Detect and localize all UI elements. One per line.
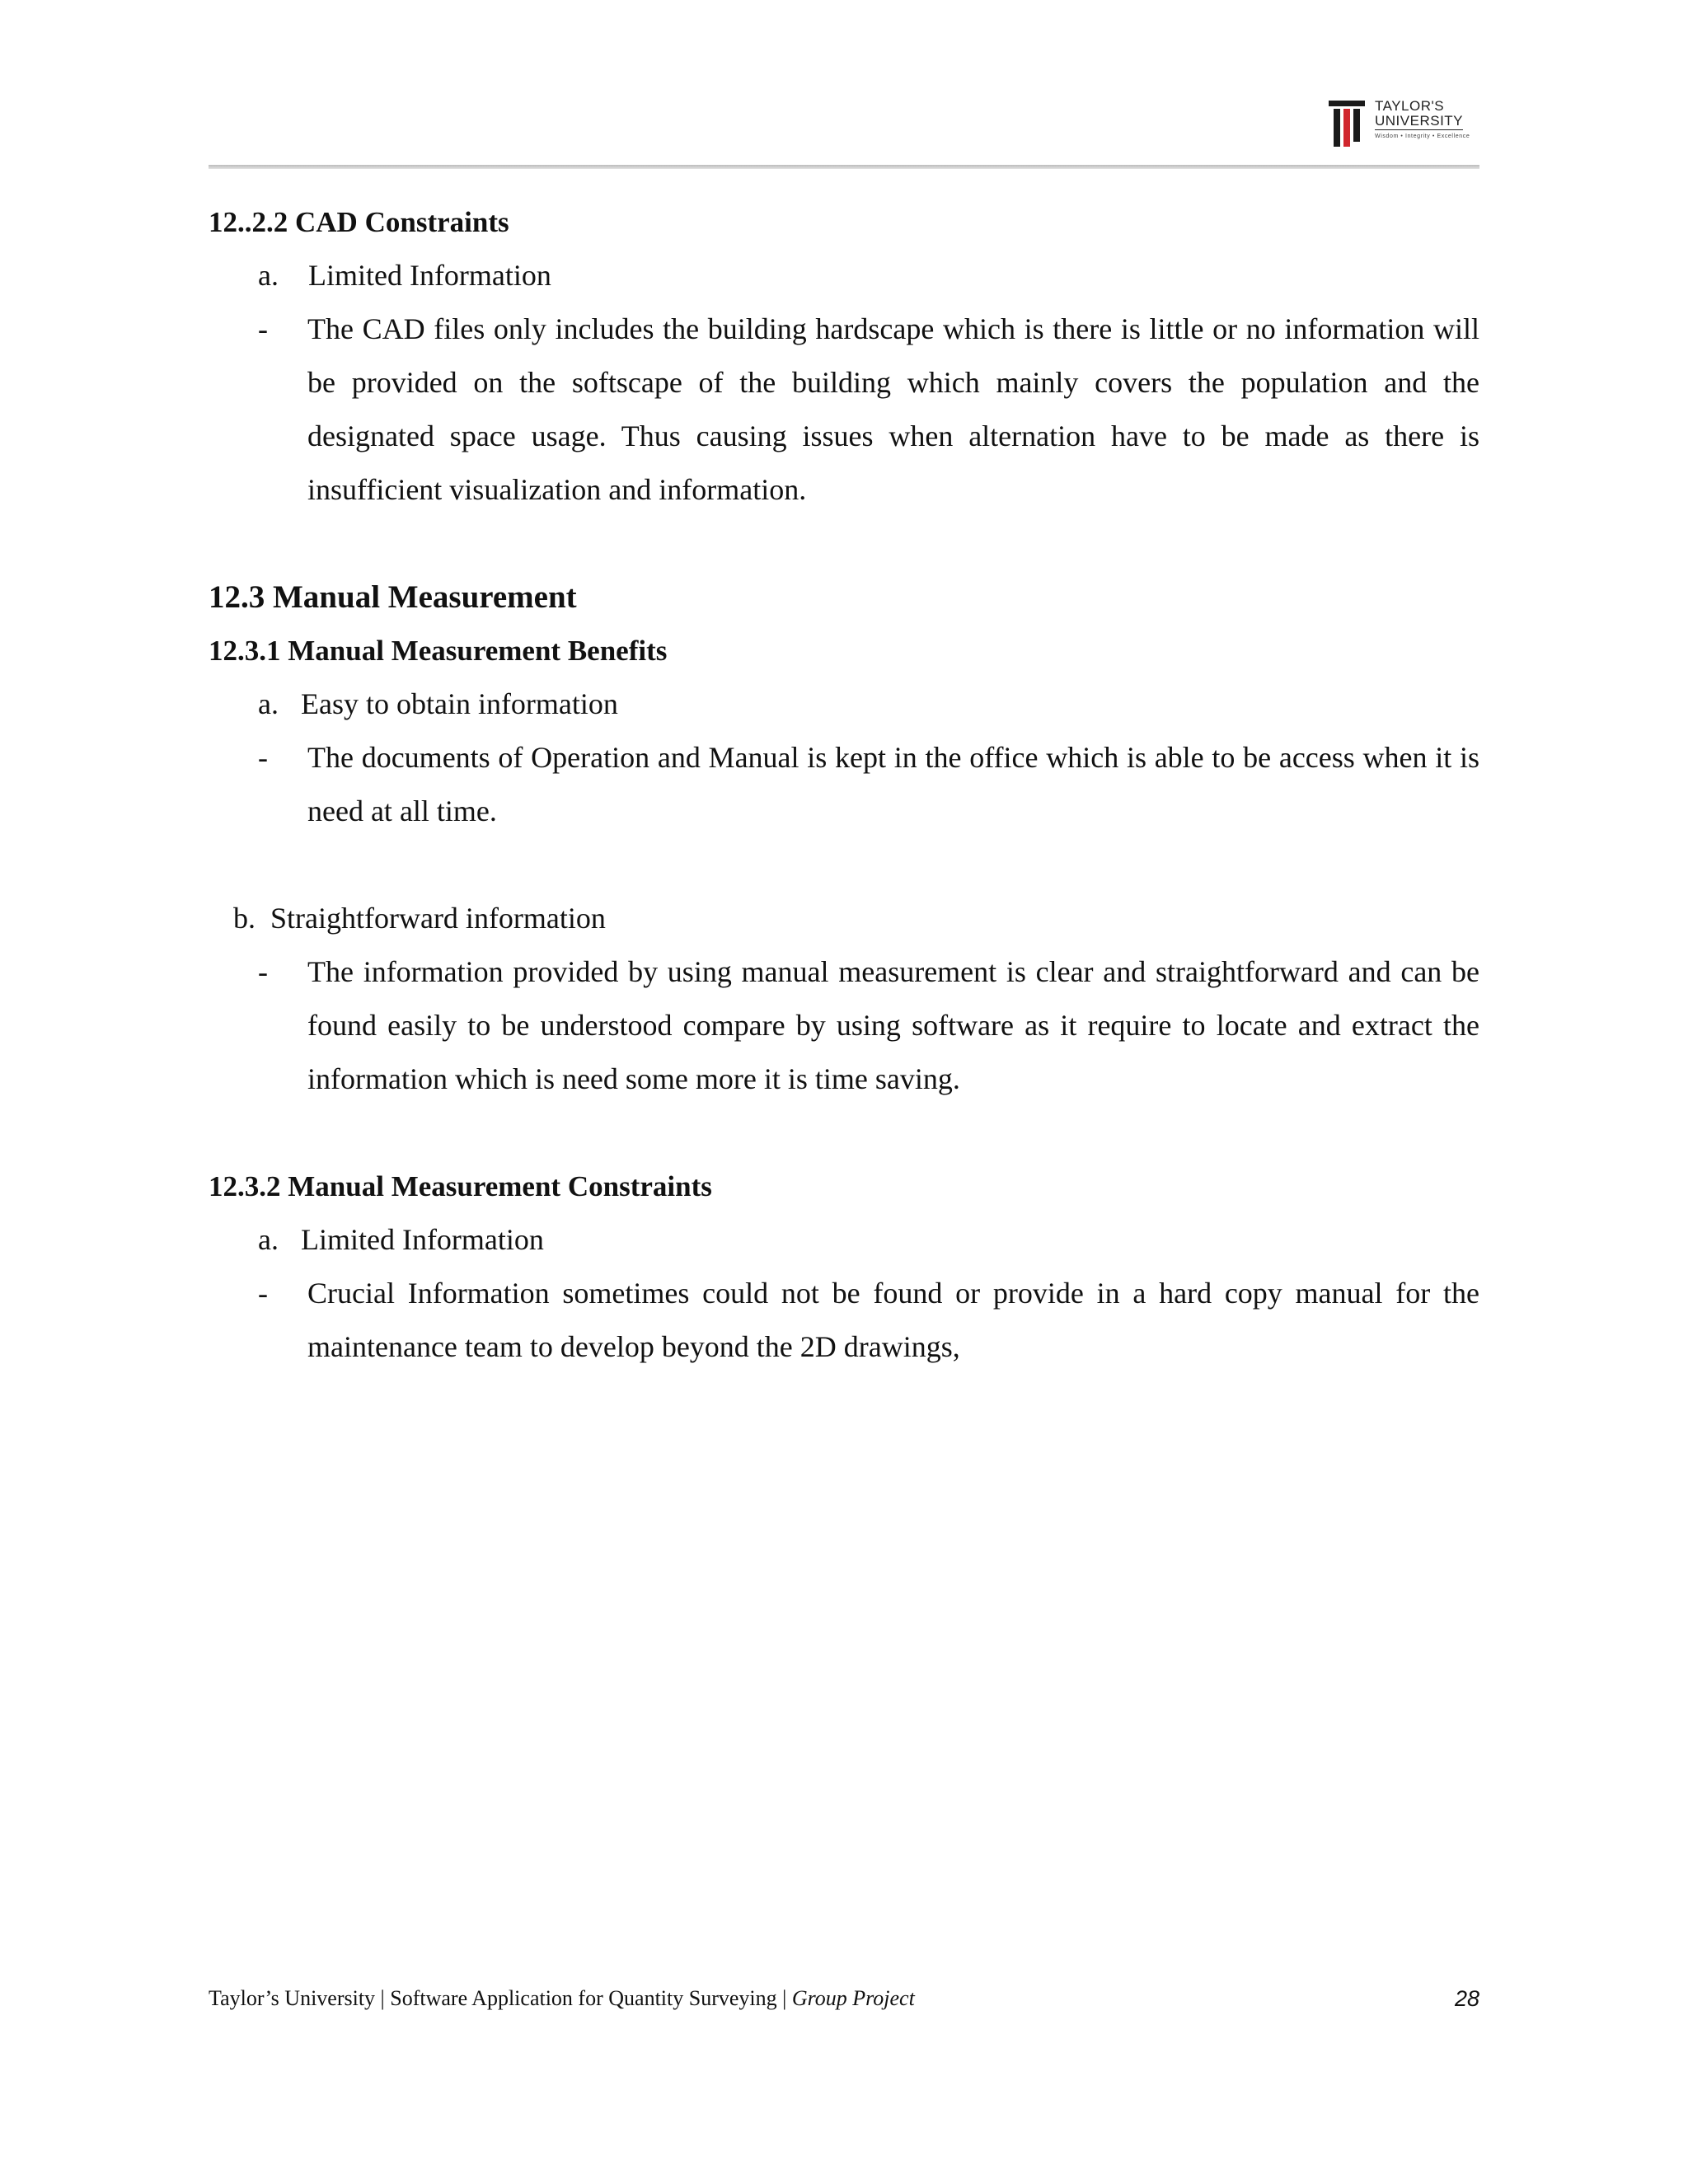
university-logo <box>1327 97 1484 150</box>
bullet-dash: - <box>258 741 268 774</box>
bullet-cad-limited <box>209 302 1479 517</box>
document-body <box>209 195 1479 1374</box>
list-item-label: b. Straightforward information <box>233 902 606 935</box>
list-item-label: a. Easy to obtain information <box>258 687 618 720</box>
section-heading-manual-benefits: 12.3.1 Manual Measurement Benefits <box>209 635 668 667</box>
logo-line-2: UNIVERSITY <box>1375 113 1464 129</box>
bullet-dash: - <box>258 312 268 345</box>
bullet-dash: - <box>258 1277 268 1310</box>
list-item-limited-information <box>209 249 1479 302</box>
page-number: 28 <box>1454 1986 1479 2011</box>
page-footer <box>209 1986 1479 2011</box>
logo-tagline: Wisdom • Integrity • Excellence <box>1375 134 1470 139</box>
bullet-text: The CAD files only includes the building hardscape which is there is little or no information will be provided on the softscape of the building which mainly covers the population and the designated space usage. Thus causing issues when alternation have to be made as there is insufficient visualization and information. <box>307 312 1479 506</box>
logo-wordmark <box>1375 99 1463 130</box>
bullet-text: Crucial Information sometimes could not be found or provide in a hard copy manual for the maintenance team to develop beyond the 2D drawings, <box>307 1277 1479 1363</box>
logo-line-1: TAYLOR'S <box>1375 98 1445 114</box>
list-item-straightforward <box>209 892 1479 945</box>
header-divider <box>209 165 1479 169</box>
section-heading-manual-constraints: 12.3.2 Manual Measurement Constraints <box>209 1170 712 1202</box>
bullet-manual-limited <box>209 1267 1479 1374</box>
bullet-text: The information provided by using manual measurement is clear and straightforward and can be found easily to be understood compare by using software as it require to locate and extract the information which is need some more it is time saving. <box>307 955 1479 1095</box>
section-heading-manual-measurement: 12.3 Manual Measurement <box>209 579 577 615</box>
bullet-easy-to-obtain <box>209 731 1479 838</box>
list-item-label: a. Limited Information <box>258 259 551 292</box>
taylors-logo-icon <box>1327 101 1367 148</box>
footer-text <box>209 1986 915 2011</box>
footer-project: Group Project <box>791 1986 915 2010</box>
bullet-straightforward <box>209 945 1479 1106</box>
list-item-label: a. Limited Information <box>258 1223 544 1256</box>
bullet-text: The documents of Operation and Manual is kept in the office which is able to be access when it is need at all time. <box>307 741 1479 827</box>
list-item-limited-information-2 <box>209 1213 1479 1267</box>
footer-title: Taylor’s University | Software Application for Quantity Surveying | <box>209 1986 792 2010</box>
section-heading-cad-constraints: 12..2.2 CAD Constraints <box>209 206 509 238</box>
bullet-dash: - <box>258 955 268 988</box>
list-item-easy-to-obtain <box>209 677 1479 731</box>
